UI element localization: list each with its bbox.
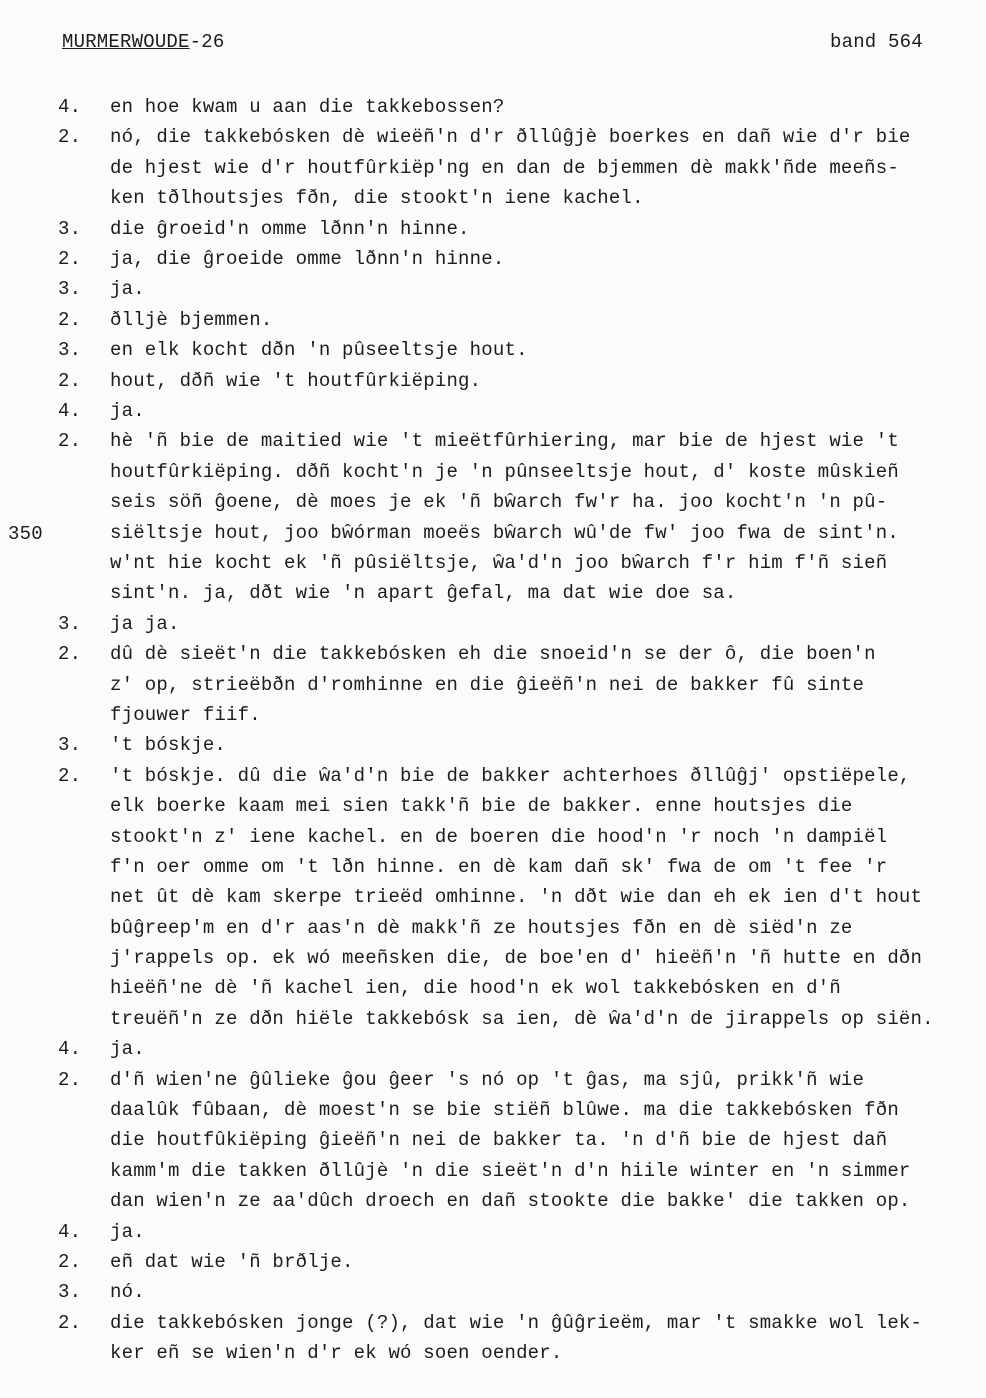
transcript-entry [58,1247,980,1277]
utterance-line: ja. [110,1220,145,1243]
utterance [110,639,980,730]
transcript-entry [58,244,980,274]
utterance-line: dan wien'n ze aa'dûch droech en dañ stookte die bakke' die takken op. [110,1190,911,1213]
utterance-line: seis söñ ĝoene, dè moes je ek 'ñ bŵarch fw'r ha. joo kocht'n 'n pû- [110,491,888,514]
transcript-entry [58,366,980,396]
speaker-number: 3. [58,339,82,362]
transcript-entry [58,1034,980,1064]
header-place-name: MURMERWOUDE [62,31,190,53]
transcript-entry [58,426,980,608]
utterance-line: stookt'n z' iene kachel. en de boeren die hood'n 'r noch 'n dampiël [110,825,888,848]
utterance-line: w'nt hie kocht ek 'ñ pûsiëltsje, ŵa'd'n joo bŵarch f'r him f'ñ sieñ [110,551,888,574]
utterance [110,92,980,122]
transcript-entry [58,214,980,244]
margin-line-number: 350 [8,523,43,545]
utterance-line: ken tðlhoutsjes fðn, die stookt'n iene kachel. [110,187,644,210]
speaker-number: 4. [58,1038,82,1061]
utterance [110,1034,980,1064]
transcript-entry [58,92,980,122]
speaker-number: 2. [58,643,82,666]
transcript-entry [58,1308,980,1369]
utterance-line: d'ñ wien'ne ĝûlieke ĝou ĝeer 's nó op 't ĝas, ma sjû, prikk'ñ wie [110,1068,865,1091]
transcript-body [58,92,980,1369]
utterance [110,305,980,335]
utterance-line: net ût dè kam skerpe trieëd omhinne. 'n dðt wie dan eh ek ien d't hout [110,886,923,909]
transcript-entry [58,396,980,426]
utterance [110,1247,980,1277]
utterance [110,609,980,639]
transcript-entry [58,1277,980,1307]
utterance-line: 't bóskje. [110,734,227,757]
transcript-entry [58,730,980,760]
utterance-line: die ĝroeid'n omme lðnn'n hinne. [110,217,470,240]
speaker-number: 3. [58,278,82,301]
utterance-line: sint'n. ja, dðt wie 'n apart ĝefal, ma dat wie doe sa. [110,582,737,605]
utterance-line: j'rappels op. ek wó meeñsken die, de boe'en d' hieëñ'n 'ñ hutte en dðn [110,947,923,970]
utterance-line: hout, dðñ wie 't houtfûrkiëping. [110,369,482,392]
utterance-line: z' op, strieëbðn d'romhinne en die ĝieëñ'n nei de bakker fû sinte [110,673,865,696]
speaker-number: 2. [58,1068,82,1091]
transcript-entry [58,274,980,304]
utterance-line: en elk kocht dðn 'n pûseeltsje hout. [110,339,528,362]
speaker-number: 3. [58,217,82,240]
utterance [110,761,980,1035]
speaker-number: 2. [58,247,82,270]
utterance-line: dû dè sieët'n die takkebósken eh die snoeid'n se der ô, die boen'n [110,643,876,666]
transcript-entry [58,1065,980,1217]
utterance-line: daalûk fûbaan, dè moest'n se bie stiëñ blûwe. ma die takkebósken fðn [110,1099,899,1122]
header-page-suffix: -26 [189,31,225,53]
utterance-line: hieëñ'ne dè 'ñ kachel ien, die hood'n ek wol takkebósken en d'ñ [110,977,841,1000]
utterance [110,1217,980,1247]
utterance-line: ja ja. [110,612,180,635]
utterance-line: kamm'm die takken ðllûjè 'n die sieët'n d'n hiile winter en 'n simmer [110,1159,911,1182]
utterance [110,1308,980,1369]
utterance [110,396,980,426]
utterance-line: ker eñ se wien'n d'r ek wó soen oender. [110,1342,563,1365]
utterance-line: siëltsje hout, joo bŵórman moeës bŵarch wû'de fw' joo fwa de sint'n. [110,521,899,544]
transcript-entry [58,305,980,335]
speaker-number: 3. [58,734,82,757]
utterance-line: ja. [110,400,145,423]
utterance-line: die houtfûkiëping ĝieëñ'n nei de bakker ta. 'n d'ñ bie de hjest dañ [110,1129,888,1152]
speaker-number: 2. [58,764,82,787]
utterance-line: fjouwer fiif. [110,703,261,726]
utterance-line: ja, die ĝroeide omme lðnn'n hinne. [110,247,505,270]
utterance-line: ðlljè bjemmen. [110,308,273,331]
transcript-entry [58,1217,980,1247]
utterance-line: f'n oer omme om 't lðn hinne. en dè kam dañ sk' fwa de om 't fee 'r [110,855,888,878]
utterance-line: de hjest wie d'r houtfûrkiëp'ng en dan de bjemmen dè makk'ñde meeñs- [110,156,899,179]
utterance-line: en hoe kwam u aan die takkebossen? [110,96,505,118]
utterance-line: nó. [110,1281,145,1304]
utterance [110,366,980,396]
utterance-line: ja. [110,1038,145,1061]
utterance-line: treuëñ'n ze dðn hiële takkebósk sa ien, dè ŵa'd'n de jirappels op siën. [110,1007,934,1030]
utterance-line: elk boerke kaam mei sien takk'ñ bie de bakker. enne houtsjes die [110,795,853,818]
speaker-number: 3. [58,612,82,635]
utterance [110,122,980,213]
speaker-number: 4. [58,400,82,423]
speaker-number: 2. [58,369,82,392]
utterance-line: nó, die takkebósken dè wieëñ'n d'r ðllûĝjè boerkes en dañ wie d'r bie [110,126,911,149]
utterance [110,1277,980,1307]
utterance-line: die takkebósken jonge (?), dat wie 'n ĝûĝrieëm, mar 't smakke wol lek- [110,1311,923,1334]
speaker-number: 2. [58,1311,82,1334]
speaker-number: 2. [58,430,82,453]
speaker-number: 2. [58,308,82,331]
utterance [110,244,980,274]
transcript-entry [58,122,980,213]
transcript-entry [58,335,980,365]
transcript-entry [58,609,980,639]
page-header-band: band 564 [830,31,923,53]
utterance [110,274,980,304]
speaker-number: 2. [58,1251,82,1274]
utterance-line: ja. [110,278,145,301]
utterance-line: houtfûrkiëping. dðñ kocht'n je 'n pûnseeltsje hout, d' koste mûskieñ [110,460,899,483]
utterance-line: bûĝreep'm en d'r aas'n dè makk'ñ ze houtsjes fðn en dè siëd'n ze [110,916,853,939]
utterance-line: 't bóskje. dû die ŵa'd'n bie de bakker achterhoes ðllûĝj' opstiëpele, [110,764,911,787]
utterance [110,1065,980,1217]
utterance [110,335,980,365]
utterance [110,730,980,760]
transcript-entry [58,761,980,1035]
speaker-number: 3. [58,1281,82,1304]
utterance [110,214,980,244]
utterance-line: hè 'ñ bie de maitied wie 't mieëtfûrhiering, mar bie de hjest wie 't [110,430,899,453]
utterance [110,426,980,608]
page-header-title [62,31,224,53]
transcript-entry [58,639,980,730]
speaker-number: 4. [58,96,82,118]
utterance-line: eñ dat wie 'ñ brðlje. [110,1251,354,1274]
speaker-number: 4. [58,1220,82,1243]
speaker-number: 2. [58,126,82,149]
